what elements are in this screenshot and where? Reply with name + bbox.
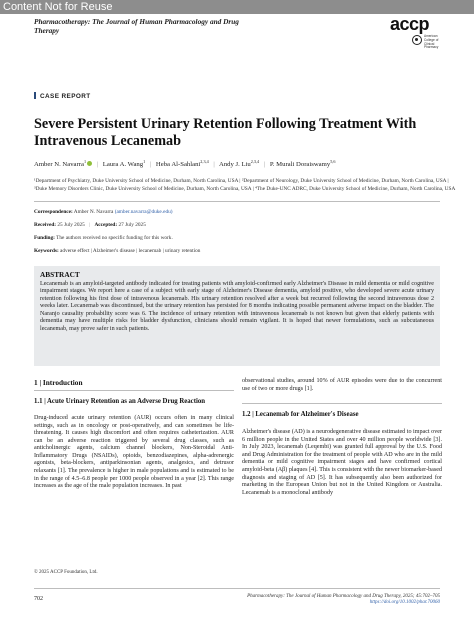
- left-column: [34, 378, 234, 491]
- accepted-label: Accepted:: [94, 222, 118, 228]
- keywords-label: Keywords:: [34, 248, 59, 254]
- author-affil-sup: 5,6: [330, 159, 336, 164]
- author-list: [34, 158, 454, 169]
- author-name[interactable]: Laura A. Wang: [102, 161, 144, 169]
- dates-line: [34, 222, 458, 229]
- keywords-text: adverse effect | Alzheimer's disease | lecanemab | urinary retention: [60, 248, 201, 254]
- keywords-line: [34, 248, 458, 255]
- logo-emblem-icon: [412, 35, 422, 45]
- journal-name-line2: Therapy: [34, 26, 60, 35]
- watermark-banner: Content Not for Reuse: [0, 0, 474, 14]
- funding-label: Funding:: [34, 235, 55, 241]
- journal-name-line1: Pharmacotherapy: The Journal of Human Pharmacology and Drug: [34, 17, 239, 26]
- footer-citation: [200, 594, 440, 607]
- orcid-icon[interactable]: [87, 161, 92, 166]
- divider: [34, 201, 440, 202]
- logo-tagline: American College of Clinical Pharmacy: [424, 34, 439, 50]
- article-title: Severe Persistent Urinary Retention Following Treatment With Intravenous Lecanemab: [34, 116, 417, 149]
- author-separator: |: [213, 161, 215, 169]
- author-name[interactable]: Heba Al-Sahlani: [155, 161, 201, 169]
- accp-logo[interactable]: [390, 14, 444, 52]
- logo-wordmark: accp: [390, 14, 430, 34]
- subsection-body-aur: Drug-induced acute urinary retention (AUR) occurs often in many clinical settings, such as in oncology or post-operatively, and can sometimes be life-threatening. It causes high discomfort and often requires catheterization. AUR can be an adverse reaction triggered by several drug classes, such as anticholinergic agents, calcium channel blockers, Non-Steroidal Anti-Inflammatory Drugs (NSAIDs), opioids, benzodiazepines, alpha-adrenergic agonists, beta-blockers, antiparkinsonian agents, analgesics, and detrusor relaxants [1]. The prevalence is higher in male populations and is estimated to be in the range of 4.5–6.8 people per 1000 people observed in a year [2]. This range increases as the age of the male population increases. In past: [34, 415, 234, 490]
- author-separator: |: [263, 161, 266, 169]
- abstract-box: [34, 266, 440, 366]
- author-affil-sup: 1: [143, 159, 146, 164]
- section-divider: [34, 390, 234, 391]
- author-name[interactable]: Andy J. Liu: [219, 161, 251, 169]
- abstract-heading: ABSTRACT: [40, 270, 80, 279]
- abstract-text: Lecanemab is an amyloid-targeted antibody indicated for treating patients with amyloid-confirmed early Alzheimer's Disease in mild dementia or mild cognitive impairment stages. We report here a case of a subject with early stage of Alzheimer's Disease dementia, amyloid positive, who developed severe acute urinary retention following his first dose of intravenous lecanemab. His urinary retention resolved after a week but recurred following the second intravenous dose 2 weeks later. Lecanemab was discontinued, but the urinary retention has persisted for 8 months indicating possible permanent adverse impact on the bladder. The Naranjo causality probability score was 6. The incidence of urinary retention with intravenous lecanemab is not known but given that elderly patients with dementia may have multiple risks for bladder dysfunction, clinicians should remain vigilant. It is hoped that newer formulations, such as subcutaneous lecanemab, may prove safer in such patients.: [40, 281, 434, 332]
- received-date: 25 July 2025: [57, 222, 85, 228]
- author-separator: |: [149, 161, 152, 169]
- page-number: 702: [34, 596, 43, 602]
- author-affil-sup: 2,3,4: [200, 159, 209, 164]
- article-type-label: CASE REPORT: [34, 92, 91, 100]
- subsection-heading-aur: 1.1 | Acute Urinary Retention as an Adverse Drug Reaction: [34, 398, 206, 405]
- correspondence-line: [34, 209, 458, 216]
- author-separator: |: [96, 161, 99, 169]
- funding-line: [34, 235, 458, 242]
- correspondence-label: Correspondence:: [34, 209, 73, 215]
- subsection-heading-lecanemab: 1.2 | Lecanemab for Alzheimer's Disease: [242, 411, 359, 419]
- author-affil-sup: 2,3,4: [250, 159, 260, 164]
- journal-name[interactable]: [34, 17, 334, 35]
- author-name[interactable]: P. Murali Doraiswamy: [269, 161, 331, 169]
- section-divider: [242, 403, 442, 404]
- footer-doi-link[interactable]: https://doi.org/10.1002/phar.70060: [369, 600, 440, 606]
- author-affil-sup: 1: [83, 159, 87, 164]
- received-label: Received:: [34, 222, 57, 228]
- funding-text: The authors received no specific funding for this work.: [56, 235, 173, 241]
- copyright-notice: © 2025 ACCP Foundation, Ltd.: [34, 570, 98, 575]
- right-column: [242, 378, 442, 497]
- footer-journal-line: Pharmacotherapy: The Journal of Human Pharmacology and Drug Therapy, 2025; 45:702–705: [247, 594, 440, 599]
- affiliations: ¹Department of Psychiatry, Duke University School of Medicine, Durham, North Carolina, USA | ²Department of Neurology, Duke University School of Medicine, Durham, North Carolina, USA | ³Duke Memory Disorders Clinic, Duke University School of Medicine, Durham, North Carolina, USA | ⁴The Duke-UNC ADRC, Duke University School of Medicine, Durham, North Carolina, USA: [34, 178, 456, 192]
- date-separator: |: [89, 222, 91, 228]
- right-column-continuation: observational studies, around 10% of AUR episodes were due to the concurrent use of two or more drugs [1].: [242, 378, 442, 392]
- accepted-date: 27 July 2025: [118, 222, 146, 228]
- subsection-body-lecanemab: Alzheimer's disease (AD) is a neurodegenerative disease estimated to impact over 6 million people in the United States and over 40 million people worldwide [3]. In July 2023, lecanemab (Leqembi) was granted full approval by the U.S. Food and Drug Administration for the treatment of people with AD who are in the mild dementia or mild cognitive impairment stages and have confirmed cortical amyloid-beta (Aβ) plaques [4]. This is consistent with the newer biomarker-based diagnosis and staging of AD [5]. It has subsequently also been authorized for marketing in the European Union but not in the United Kingdom or Australia. Lecanemab is a monoclonal antibody: [242, 429, 442, 496]
- correspondence-email-link[interactable]: (amber.navarra@duke.edu): [114, 209, 173, 215]
- footer-divider: [34, 588, 440, 589]
- author-name[interactable]: Amber N. Navarra: [34, 161, 84, 169]
- correspondence-name: Amber N. Navarra: [73, 209, 114, 215]
- section-heading-introduction: 1 | Introduction: [34, 378, 83, 387]
